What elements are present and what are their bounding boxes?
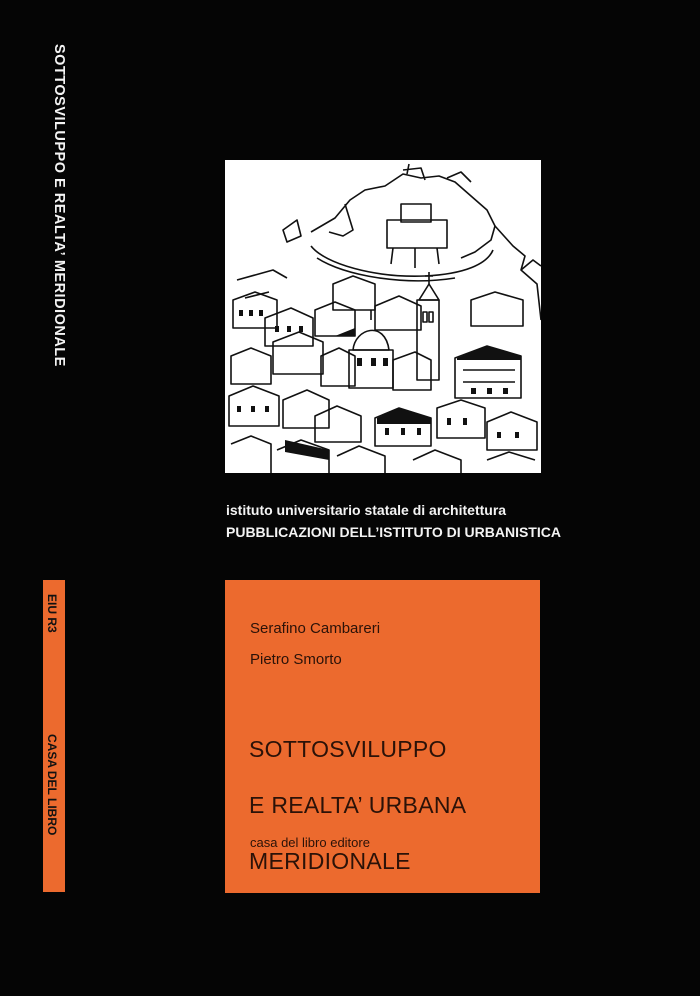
institute-series: PUBBLICAZIONI DELL’ISTITUTO DI URBANISTICA (226, 524, 561, 540)
cover-illustration (225, 160, 541, 473)
book-title-line-2: E REALTA’ URBANA (249, 792, 467, 818)
publisher-imprint: casa del libro editore (250, 835, 370, 850)
title-panel (225, 580, 540, 893)
spine-title: SOTTOSVILUPPO E REALTA’ MERIDIONALE (51, 43, 67, 367)
author-1: Serafino Cambareri (250, 620, 381, 637)
book-title (249, 707, 466, 903)
spine-label-band (43, 580, 65, 892)
institute-name: istituto universitario statale di architettura (226, 502, 507, 518)
town-drawing (225, 160, 541, 473)
spine-series-code: EIU R3 (45, 594, 59, 633)
book-title-line-1: SOTTOSVILUPPO (249, 736, 447, 762)
author-2: Pietro Smorto (250, 651, 342, 668)
book-title-line-3: MERIDIONALE (249, 848, 411, 874)
spine-publisher: CASA DEL LIBRO (45, 734, 59, 836)
